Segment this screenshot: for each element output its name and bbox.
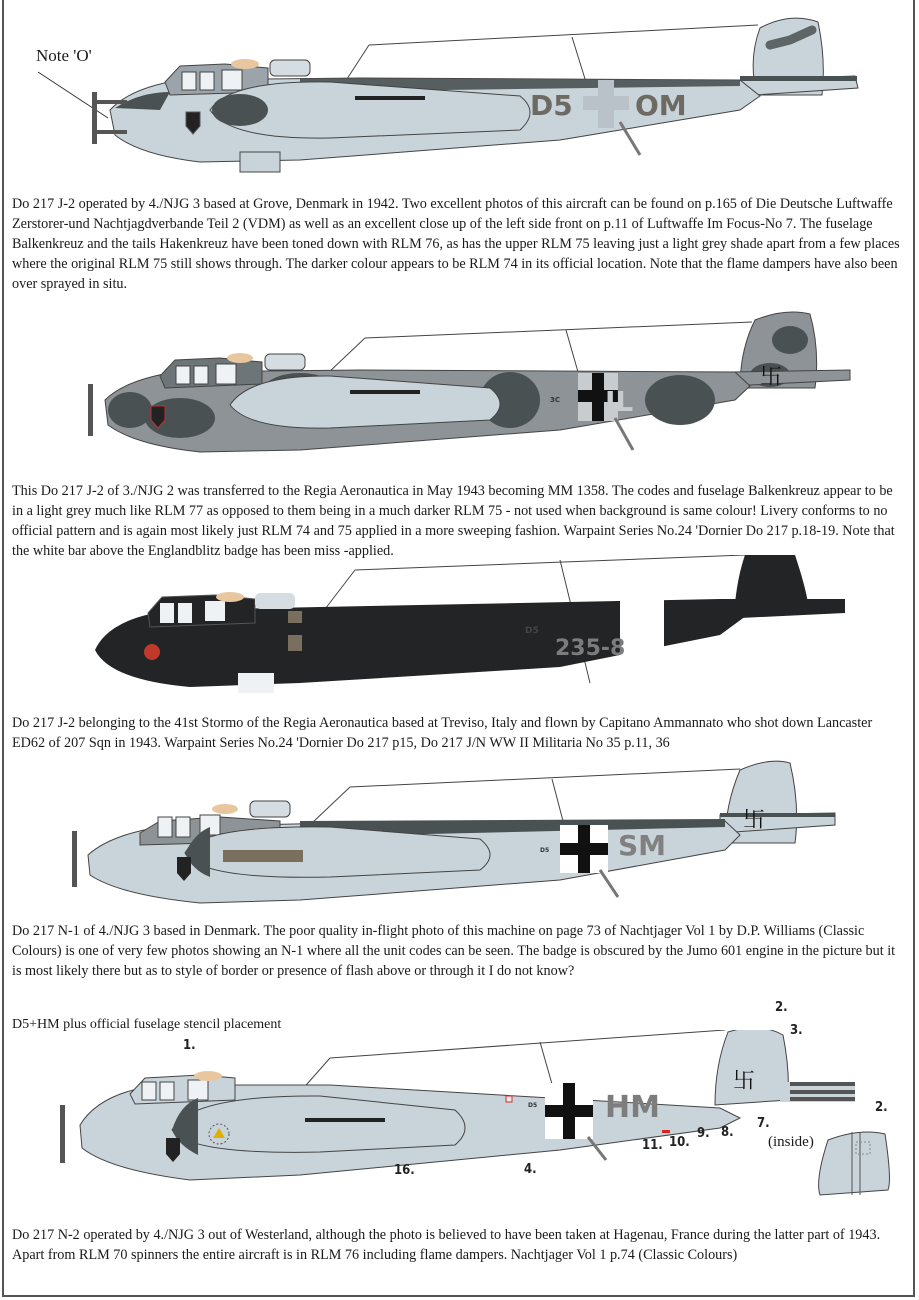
profile-1-caption: Do 217 J-2 operated by 4./NJG 3 based at Grove, Denmark in 1942. Two excellent photos of this aircraft can be found on p.165 of Die Deutsche Luftwaffe Zerstorer-und Nachtjagdverbande Teil 2 (VDM) as well as an excellent close up of the left side front on p.11 of Luftwaffe Im Focus-No 7. The fuselage Balkenkreuz and the tails Hakenkreuz have been toned down with RLM 76, as has the upper RLM 75 leaving just a light grey shade apart from a few places where the original RLM 75 still shows through. The darker colour appears to be RLM 74 in its official location. Note that the flame dampers have also been over sprayed in situ. — [12, 196, 900, 292]
profile-2-caption: This Do 217 J-2 of 3./NJG 2 was transferred to the Regia Aeronautica in May 1943 becoming MM 1358. The codes and fuselage Balkenkreuz appear to be in a light grey much like RLM 77 as opposed to them being in a much darker RLM 75 - not used when background is same colour! Livery conforms to no official pattern and is again most likely just RLM 74 and 75 applied in a more sweeping fashion. Warpaint Series No.24 'Dornier Do 217 p.18-19. Note that the white bar above the Englandblitz badge has been miss -applied. — [12, 483, 895, 559]
stencil-number: 2. — [775, 1000, 788, 1015]
stencil-number: 3. — [790, 1023, 803, 1038]
stencil-number: 7. — [757, 1116, 770, 1131]
stencil-number: 11. — [642, 1138, 663, 1153]
profile-4-illustration — [0, 755, 919, 915]
stencil-number: 8. — [721, 1125, 734, 1140]
small-code: D5 — [540, 847, 550, 854]
aircraft-profile-d5-om — [0, 0, 919, 185]
stencil-number: 2. — [875, 1100, 888, 1115]
code-right: OM — [635, 89, 687, 122]
stencil-number: 16. — [394, 1163, 415, 1178]
note-o-label: Note 'O' — [36, 46, 92, 65]
inside-label: (inside) — [768, 1134, 814, 1150]
code-left: D5 — [530, 89, 573, 122]
hakenkreuz-icon: 卐 — [743, 807, 766, 832]
code-right: SM — [618, 829, 667, 862]
hakenkreuz-icon: 卐 — [760, 364, 783, 389]
profile-3-illustration — [0, 555, 919, 705]
stencil-number: 1. — [183, 1038, 196, 1053]
stencil-number: 4. — [524, 1162, 537, 1177]
small-code: D5 — [528, 1102, 538, 1109]
aircraft-profile-il — [0, 300, 919, 470]
profile-5-title: D5+HM plus official fuselage stencil placement — [12, 1017, 282, 1032]
aircraft-profile-hm-stencils — [0, 1030, 919, 1205]
profile-2-illustration — [0, 300, 919, 470]
aircraft-profile-235-8 — [0, 555, 919, 705]
code-right: IL — [605, 385, 634, 418]
small-code: 3C — [550, 396, 561, 404]
aircraft-profile-sm — [0, 755, 919, 915]
code-right: HM — [605, 1090, 660, 1125]
small-code: D5 — [525, 626, 539, 636]
profile-1-illustration — [0, 0, 919, 185]
profile-3-caption: Do 217 J-2 belonging to the 41st Stormo of the Regia Aeronautica based at Treviso, Italy and flown by Capitano Ammannato who shot down Lancaster ED62 of 207 Sqn in 1943. Warpaint Series No.24 'Dornier Do 217 p15, Do 217 J/N WW II Militaria No 35 p.11, 36 — [12, 715, 873, 751]
stencil-number: 9. — [697, 1126, 710, 1141]
stencil-number: 10. — [669, 1135, 690, 1150]
code-right: 235-8 — [555, 636, 626, 661]
profile-4-caption: Do 217 N-1 of 4./NJG 3 based in Denmark. The poor quality in-flight photo of this machine on page 73 of Nachtjager Vol 1 by D.P. Williams (Classic Colours) is one of very few photos showing an N-1 where all the unit codes can be seen. The badge is obscured by the Jumo 601 engine in the picture but it is most likely there but as to style of border or presence of flash above or through it I do not know? — [12, 923, 896, 979]
profile-5-caption: Do 217 N-2 operated by 4./NJG 3 out of Westerland, although the photo is believed to have been taken at Hagenau, France during the latter part of 1943. Apart from RLM 70 spinners the entire aircraft is in RLM 76 including flame dampers. Nachtjager Vol 1 p.74 (Classic Colours) — [12, 1227, 881, 1263]
hakenkreuz-icon: 卐 — [733, 1068, 756, 1093]
